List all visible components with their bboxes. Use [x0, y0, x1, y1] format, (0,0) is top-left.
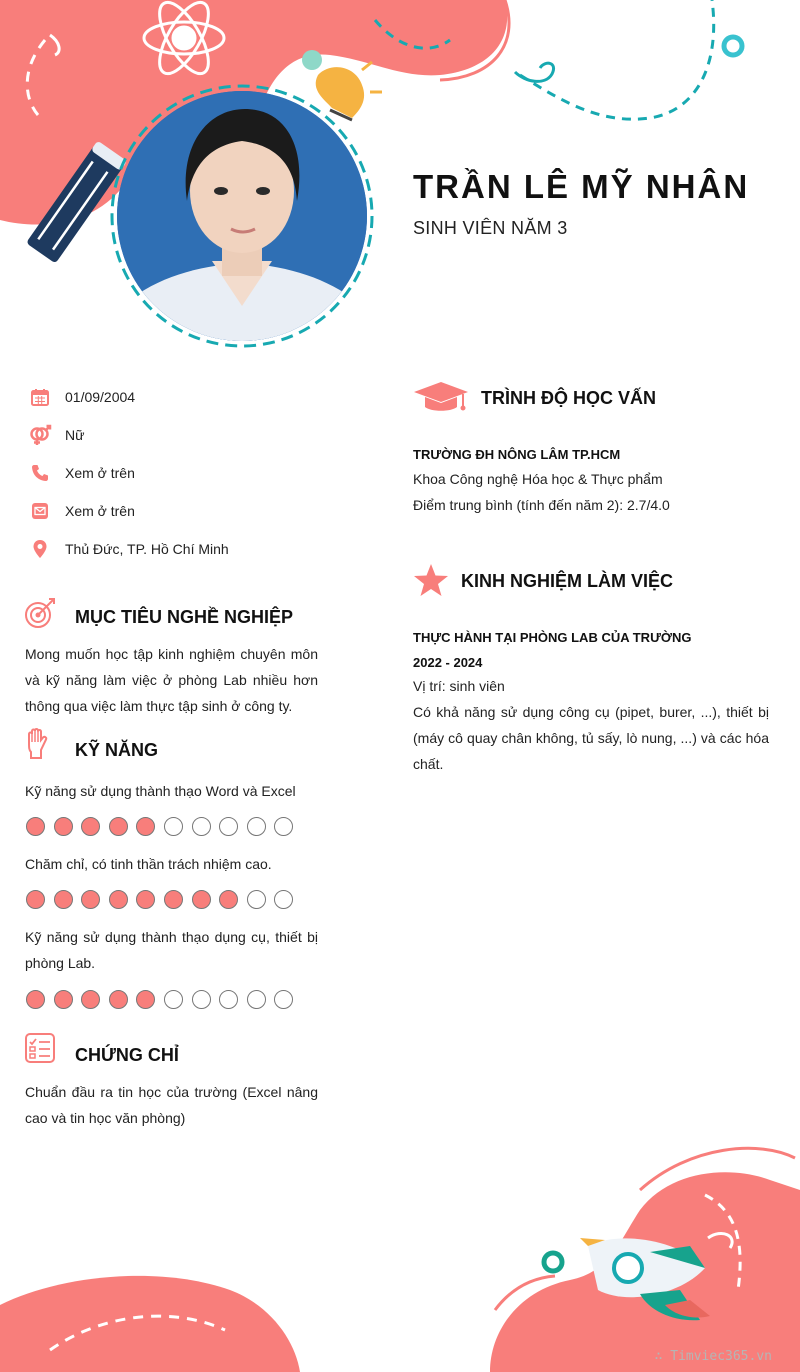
watermark: ∴ Timviec365.vn [654, 1349, 772, 1364]
rating-dot-filled [109, 890, 128, 909]
birthdate-text: 01/09/2004 [65, 389, 136, 405]
email-icon [28, 499, 52, 523]
experience-description: Có khả năng sử dụng công cụ (pipet, burer, ...), thiết bị (máy cô quay chân không, tủ sấy, lò nung, ...) và các hóa chất. [413, 704, 769, 772]
rating-dot-filled [54, 817, 73, 836]
skill-rating [26, 990, 293, 1009]
rating-dot-filled [26, 817, 45, 836]
rating-dot-filled [81, 890, 100, 909]
rating-dot-empty [247, 817, 266, 836]
star-icon [413, 563, 449, 597]
rating-dot-filled [192, 890, 211, 909]
contact-email [28, 498, 348, 524]
education-school: TRƯỜNG ĐH NÔNG LÂM TP.HCM [413, 447, 621, 462]
target-icon [24, 596, 58, 630]
candidate-role: SINH VIÊN NĂM 3 [413, 218, 568, 238]
objective-text: Mong muốn học tập kinh nghiệm chuyên môn và kỹ năng làm việc ở phòng Lab nhiều hơn thông qua việc làm thực tập sinh ở công ty. [25, 646, 318, 714]
certificates-text: Chuẩn đầu ra tin học của trường (Excel nâng cao và tin học văn phòng) [25, 1084, 318, 1126]
rating-dot-filled [136, 817, 155, 836]
phone-icon [28, 461, 52, 485]
rating-dot-filled [54, 990, 73, 1009]
rating-dot-empty [192, 990, 211, 1009]
rating-dot-empty [164, 990, 183, 1009]
rating-dot-filled [219, 890, 238, 909]
education-title: TRÌNH ĐỘ HỌC VẤN [481, 388, 656, 408]
address-text: Thủ Đức, TP. Hồ Chí Minh [65, 541, 229, 557]
rating-dot-filled [26, 990, 45, 1009]
rating-dot-filled [81, 817, 100, 836]
rating-dot-filled [81, 990, 100, 1009]
candidate-name: TRẦN LÊ MỸ NHÂN [413, 168, 750, 205]
education-gpa: Điểm trung bình (tính đến năm 2): 2.7/4.0 [413, 497, 670, 513]
skill-label: Chăm chỉ, có tinh thần trách nhiệm cao. [25, 856, 272, 872]
rating-dot-empty [219, 817, 238, 836]
experience-title: KINH NGHIỆM LÀM VIỆC [461, 571, 674, 591]
rating-dot-filled [109, 817, 128, 836]
gender-text: Nữ [65, 427, 85, 443]
location-icon [28, 537, 52, 561]
rating-dot-filled [136, 990, 155, 1009]
graduation-cap-icon [413, 380, 469, 414]
phone-text: Xem ở trên [65, 465, 135, 481]
certificates-title: CHỨNG CHỈ [75, 1045, 179, 1065]
hand-icon [24, 728, 50, 760]
checklist-icon [24, 1032, 56, 1064]
contact-gender [28, 422, 348, 448]
rating-dot-filled [136, 890, 155, 909]
email-text: Xem ở trên [65, 503, 135, 519]
rating-dot-empty [274, 817, 293, 836]
skill-rating [26, 817, 293, 836]
skill-label: Kỹ năng sử dụng thành thạo Word và Excel [25, 783, 296, 799]
rating-dot-empty [192, 817, 211, 836]
portrait-illustration [117, 91, 367, 341]
rating-dot-filled [54, 890, 73, 909]
rating-dot-filled [164, 890, 183, 909]
rating-dot-filled [109, 990, 128, 1009]
rating-dot-empty [247, 890, 266, 909]
skill-rating [26, 890, 293, 909]
rating-dot-empty [219, 990, 238, 1009]
rating-dot-filled [26, 890, 45, 909]
gender-icon [28, 423, 52, 447]
rating-dot-empty [164, 817, 183, 836]
contact-address [28, 536, 348, 562]
contact-birthdate [28, 384, 348, 410]
experience-place: THỰC HÀNH TẠI PHÒNG LAB CỦA TRƯỜNG [413, 630, 692, 645]
profile-photo [117, 91, 367, 341]
skill-label: Kỹ năng sử dụng thành thạo dụng cụ, thiết bị phòng Lab. [25, 929, 318, 971]
rating-dot-empty [274, 990, 293, 1009]
rating-dot-empty [274, 890, 293, 909]
calendar-icon [28, 385, 52, 409]
experience-period: 2022 - 2024 [413, 655, 483, 670]
contact-phone [28, 460, 348, 486]
objective-title: MỤC TIÊU NGHỀ NGHIỆP [75, 607, 294, 627]
rating-dot-empty [247, 990, 266, 1009]
experience-position: Vị trí: sinh viên [413, 678, 505, 694]
education-faculty: Khoa Công nghệ Hóa học & Thực phẩm [413, 471, 663, 487]
skills-title: KỸ NĂNG [75, 740, 159, 760]
